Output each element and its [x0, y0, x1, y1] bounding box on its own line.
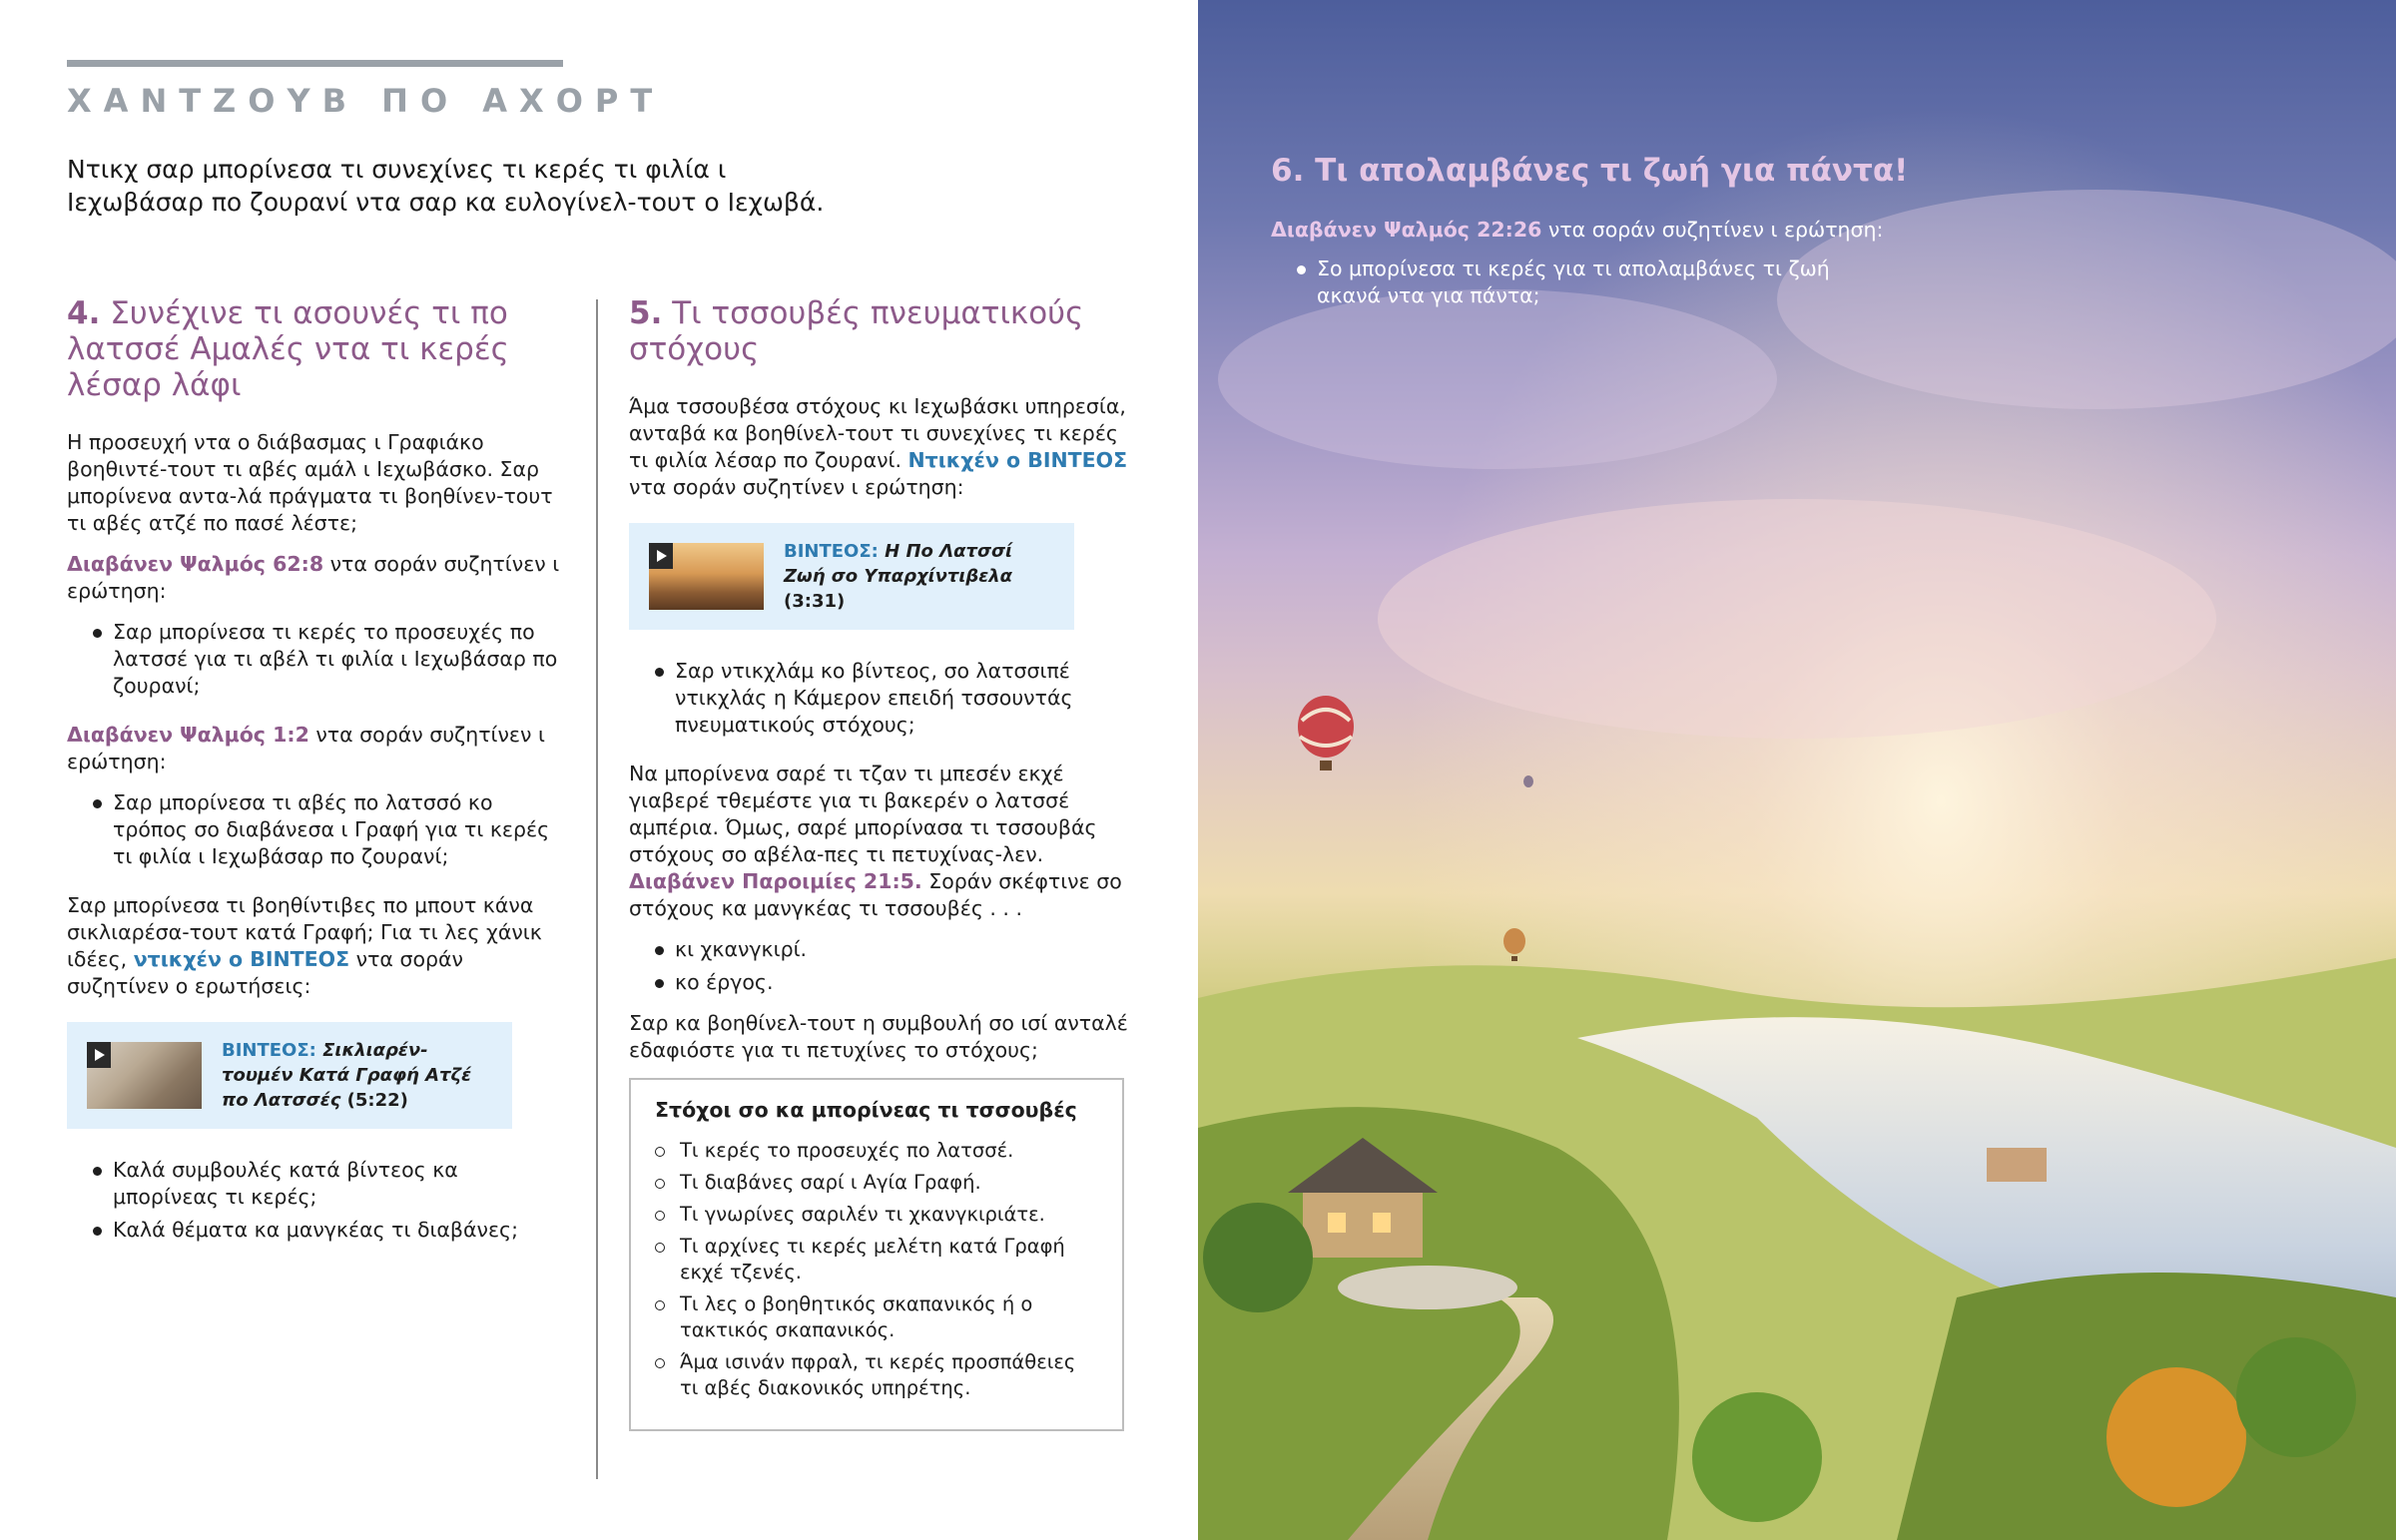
- video-thumbnail[interactable]: [649, 543, 764, 610]
- question-list-1: [629, 658, 1128, 739]
- paragraph-text: Να μπορίνενα σαρέ τι τζαν τι μπεσέν εκχέ γιαβερέ τθεμέστε για τι βακερέν ο λατσσέ αμπέρια. Όμως, σαρέ μπορίνασα τι τσσουβάς στόχους σο αβέλα-πες τι πετυχίνας-λεν.: [629, 762, 1097, 866]
- video-link[interactable]: ντικχέν ο ΒΙΝΤΕΟΣ: [133, 947, 350, 971]
- right-page-illustration: [1198, 0, 2396, 1540]
- column-divider: [596, 299, 598, 1479]
- paragraph-text: Άμα τσσουβέσα στόχους κι Ιεχωβάσκι υπηρεσία, ανταβά κα βοηθίνελ-τουτ τι συνεχίνες τι κερές τι φιλία λέσαρ πο ζουρανί.: [629, 394, 1126, 472]
- goal-item: Τι λες ο βοηθητικός σκαπανικός ή ο τακτικός σκαπανικός.: [655, 1291, 1098, 1343]
- paragraph-text: ντα σοράν συζητίνεν ο ερωτήσεις:: [67, 947, 463, 998]
- scripture-prompt-1: [67, 551, 566, 605]
- paragraph-text: Σαρ μπορίνεσα τι βοηθίντιβες πο μπουτ κάνα σικλιαρέσα-τουτ κατά Γραφή; Για τι λες χάνικ ιδέες,: [67, 893, 542, 971]
- video-card[interactable]: [629, 523, 1074, 630]
- list-item: κι χκανγκιρί.: [629, 936, 1128, 963]
- video-title[interactable]: Η Πο Λατσσί Ζωή σο Υπαρχίντιβελα: [784, 541, 1013, 587]
- intro-text: Ντικχ σαρ μπορίνεσα τι συνεχίνες τι κερές τι φιλία ι Ιεχωβάσαρ πο ζουρανί ντα σαρ κα ευλογίνελ-τουτ ο Ιεχωβά.: [67, 155, 825, 217]
- section-5-paragraph-3: Σαρ κα βοηθίνελ-τουτ η συμβουλή σο ισί ανταλέ εδαφιόστε για τι πετυχίνες το στόχους;: [629, 1011, 1128, 1062]
- video-caption: [784, 539, 1054, 614]
- prompt-text: ντα σοράν συζητίνεν ι ερώτηση:: [67, 723, 545, 773]
- goal-item: Τι αρχίνες τι κερές μελέτη κατά Γραφή εκχέ τζενές.: [655, 1234, 1098, 1285]
- goal-item: Τι γνωρίνες σαριλέν τι χκανγκιριάτε.: [655, 1202, 1098, 1228]
- list-item: Σο μπορίνεσα τι κερές για τι απολαμβάνες τι ζωή ακανά ντα για πάντα;: [1271, 256, 1830, 309]
- question-list-2: [67, 789, 566, 870]
- video-label: ΒΙΝΤΕΟΣ:: [784, 541, 879, 562]
- section-title: Τι απολαμβάνες τι ζωή για πάντα!: [1315, 153, 1909, 189]
- goals-box-title: Στόχοι σο κα μπορίνεας τι τσσουβές: [655, 1098, 1077, 1122]
- scripture-reference[interactable]: Διαβάνεν Ψαλμός 1:2: [67, 723, 309, 747]
- prompt-text: ντα σοράν συζητίνεν ι ερώτηση:: [67, 552, 560, 603]
- section-4-paragraph-2: [67, 892, 566, 1000]
- video-link[interactable]: Ντικχέν ο ΒΙΝΤΕΟΣ: [907, 448, 1128, 472]
- goal-item: Τι κερές το προσευχές πο λατσσέ.: [655, 1138, 1098, 1164]
- paragraph-text: Σοράν σκέφτινε σο στόχους κα μανγκέας τι τσσουβές . . .: [629, 869, 1122, 920]
- section-title: Τι τσσουβές πνευματικούς στόχους: [629, 295, 1084, 367]
- paragraph-text: ντα σοράν συζητίνεν ι ερώτηση:: [629, 475, 964, 499]
- distant-house: [1987, 1148, 2047, 1182]
- cloud: [1378, 499, 2216, 739]
- section-5-heading: [629, 295, 1128, 367]
- header-rule: [67, 60, 563, 67]
- list-item: Σαρ ντικχλάμ κο βίντεος, σο λατσσιπέ ντικχλάς η Κάμερον επειδή τσσουντάς πνευματικούς στόχους;: [629, 658, 1128, 739]
- goals-list: [655, 1138, 1098, 1401]
- goal-item: Τι διαβάνες σαρί ι Αγία Γραφή.: [655, 1170, 1098, 1196]
- tree: [2106, 1367, 2246, 1507]
- list-item: Καλά θέματα κα μανγκέας τι διαβάνες;: [67, 1217, 566, 1244]
- section-5-paragraph-1: [629, 393, 1128, 501]
- section-4-heading: [67, 295, 566, 403]
- scripture-prompt: [1271, 217, 1883, 244]
- section-number: 5.: [629, 295, 663, 331]
- list-item: Καλά συμβουλές κατά βίντεος κα μπορίνεας τι κερές;: [67, 1157, 566, 1211]
- section-6-heading: [1271, 153, 1908, 189]
- play-icon[interactable]: [87, 1042, 111, 1068]
- video-caption: [222, 1038, 492, 1113]
- list-item: κο έργος.: [629, 969, 1128, 996]
- section-5-paragraph-2: [629, 761, 1128, 922]
- video-duration: (3:31): [784, 591, 846, 612]
- prompt-text: ντα σοράν συζητίνεν ι ερώτηση:: [1541, 218, 1884, 242]
- section-number: 4.: [67, 295, 101, 331]
- section-title: Συνέχινε τι ασουνές τι πο λατσσέ Αμαλές ντα τι κερές λέσαρ λάφι: [67, 295, 509, 403]
- goal-area-list: [629, 936, 1128, 996]
- goal-item: Άμα ισινάν πφραλ, τι κερές προσπάθειες τι αβές διακονικός υπηρέτης.: [655, 1349, 1098, 1401]
- scripture-reference[interactable]: Διαβάνεν Παροιμίες 21:5.: [629, 869, 922, 893]
- tree: [1203, 1203, 1313, 1312]
- question-list-1: [67, 619, 566, 700]
- tree: [1692, 1392, 1822, 1522]
- video-title[interactable]: Σικλιαρέν-τουμέν Κατά Γραφή Ατζέ πο Λατσσές: [222, 1040, 472, 1111]
- section-number: 6.: [1271, 153, 1305, 189]
- scripture-prompt-2: [67, 722, 566, 775]
- page-header-title: ΧΑΝΤΖΟΥΒ ΠΟ ΑΧΟΡΤ: [67, 82, 665, 120]
- tree: [2236, 1337, 2356, 1457]
- section-4-paragraph-1: Η προσευχή ντα ο διάβασμας ι Γραφιάκο βοηθιντέ-τουτ τι αβές αμάλ ι Ιεχωβάσκο. Σαρ μπορίνενα αντα-λά πράγματα τι βοηθίνεν-τουτ τι αβές ατζέ πο πασέ λέστε;: [67, 430, 553, 535]
- scripture-reference[interactable]: Διαβάνεν Ψαλμός 22:26: [1271, 218, 1542, 242]
- cloud: [1218, 289, 1777, 469]
- goals-box: [629, 1078, 1124, 1431]
- hot-air-balloon-illustration: [1523, 775, 1533, 787]
- list-item: Σαρ μπορίνεσα τι κερές το προσευχές πο λατσσέ για τι αβέλ τι φιλία ι Ιεχωβάσαρ πο ζουρανί;: [67, 619, 566, 700]
- list-item: Σαρ μπορίνεσα τι αβές πο λατσσό κο τρόπος σο διαβάνεσα ι Γραφή για τι κερές τι φιλία ι Ιεχωβάσαρ πο ζουρανί;: [67, 789, 566, 870]
- section-5: [629, 295, 1128, 1431]
- video-thumbnail[interactable]: [87, 1042, 202, 1109]
- question-list-3: [67, 1157, 566, 1244]
- video-label: ΒΙΝΤΕΟΣ:: [222, 1040, 316, 1061]
- video-card[interactable]: [67, 1022, 512, 1129]
- video-duration: (5:22): [346, 1090, 408, 1111]
- scripture-reference[interactable]: Διαβάνεν Ψαλμός 62:8: [67, 552, 324, 576]
- question-list: [1271, 256, 1830, 309]
- play-icon[interactable]: [649, 543, 673, 569]
- section-4: [67, 295, 566, 1266]
